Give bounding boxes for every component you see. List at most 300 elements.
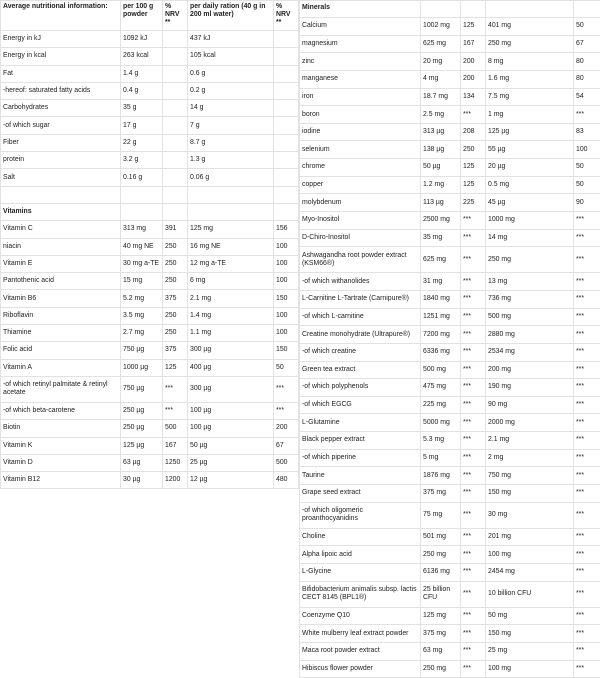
- mineral-row: [300, 18, 600, 36]
- table-cell: -of which withanolides: [300, 273, 421, 291]
- table-cell: [188, 186, 274, 203]
- table-cell: 13 mg: [486, 273, 574, 291]
- table-cell: 100 mg: [486, 660, 574, 678]
- table-cell: 67: [274, 437, 299, 454]
- table-cell: Thiamine: [1, 325, 121, 342]
- mineral-row: [300, 212, 600, 230]
- table-cell: ***: [461, 361, 486, 379]
- table-cell: 0.06 g: [188, 169, 274, 186]
- table-cell: 134: [461, 88, 486, 106]
- table-cell: Vitamin A: [1, 359, 121, 376]
- table-cell: 90 mg: [486, 396, 574, 414]
- table-cell: 6336 mg: [421, 343, 461, 361]
- table-cell: 14 mg: [486, 229, 574, 247]
- table-cell: 50 µg: [188, 437, 274, 454]
- table-cell: 2454 mg: [486, 563, 574, 581]
- table-cell: ***: [461, 432, 486, 450]
- table-cell: Riboflavin: [1, 307, 121, 324]
- table-cell: [274, 31, 299, 48]
- minerals-header-row: [300, 1, 600, 18]
- table-cell: 750 mg: [486, 467, 574, 485]
- table-cell: 150: [274, 290, 299, 307]
- table-cell: 45 µg: [486, 194, 574, 212]
- table-cell: Calcium: [300, 18, 421, 36]
- table-cell: 7200 mg: [421, 326, 461, 344]
- table-cell: 80: [574, 53, 600, 71]
- table-cell: 201 mg: [486, 528, 574, 546]
- table-cell: 200: [461, 70, 486, 88]
- table-cell: [163, 48, 188, 65]
- table-cell: 1200: [163, 472, 188, 489]
- table-cell: 0.4 g: [121, 82, 163, 99]
- header-nrv-daily: % NRV **: [274, 1, 299, 31]
- table-cell: 375 mg: [421, 485, 461, 503]
- table-cell: 150 mg: [486, 625, 574, 643]
- table-cell: 167: [461, 35, 486, 53]
- table-cell: Salt: [1, 169, 121, 186]
- table-cell: 400 µg: [188, 359, 274, 376]
- table-cell: 300 µg: [188, 342, 274, 359]
- mineral-row: [300, 176, 600, 194]
- vitamin-row: [1, 402, 299, 419]
- mineral-row: [300, 159, 600, 177]
- table-cell: Vitamin E: [1, 255, 121, 272]
- vitamin-row: [1, 437, 299, 454]
- table-cell: Creatine monohydrate (Ultrapure®): [300, 326, 421, 344]
- table-cell: ***: [574, 273, 600, 291]
- table-cell: ***: [574, 581, 600, 607]
- mineral-row: [300, 625, 600, 643]
- table-cell: 113 µg: [421, 194, 461, 212]
- table-cell: Hibiscus flower powder: [300, 660, 421, 678]
- table-cell: Bifidobacterium animalis subsp. lactis CECT 8145 (BPL1®): [300, 581, 421, 607]
- table-cell: 100: [274, 255, 299, 272]
- mineral-row: [300, 308, 600, 326]
- table-cell: iron: [300, 88, 421, 106]
- table-cell: 5 mg: [421, 449, 461, 467]
- mineral-row: [300, 581, 600, 607]
- table-cell: manganese: [300, 70, 421, 88]
- table-cell: Alpha lipoic acid: [300, 546, 421, 564]
- mineral-row: [300, 396, 600, 414]
- table-cell: ***: [574, 379, 600, 397]
- table-cell: 250 µg: [121, 420, 163, 437]
- table-cell: 50 mg: [486, 607, 574, 625]
- table-cell: iodine: [300, 123, 421, 141]
- table-cell: -of which retinyl palmitate & retinyl acetate: [1, 376, 121, 402]
- table-cell: 80: [574, 70, 600, 88]
- table-cell: 150 mg: [486, 485, 574, 503]
- table-cell: 138 µg: [421, 141, 461, 159]
- table-cell: 125: [163, 359, 188, 376]
- table-cell: 1.3 g: [188, 152, 274, 169]
- table-cell: Green tea extract: [300, 361, 421, 379]
- table-cell: Vitamin D: [1, 454, 121, 471]
- table-cell: 35 mg: [421, 229, 461, 247]
- table-cell: 1.1 mg: [188, 325, 274, 342]
- table-cell: 1002 mg: [421, 18, 461, 36]
- table-cell: 10 billion CFU: [486, 581, 574, 607]
- nutrition-row: [1, 65, 299, 82]
- table-cell: 375: [163, 342, 188, 359]
- nutrition-row: [1, 31, 299, 48]
- table-cell: 250: [163, 255, 188, 272]
- table-cell: 263 kcal: [121, 48, 163, 65]
- table-cell: 7 g: [188, 117, 274, 134]
- table-cell: Vitamin K: [1, 437, 121, 454]
- table-cell: ***: [574, 607, 600, 625]
- table-cell: ***: [461, 247, 486, 273]
- vitamin-row: [1, 255, 299, 272]
- mineral-row: [300, 326, 600, 344]
- vitamin-row: [1, 420, 299, 437]
- table-cell: ***: [574, 212, 600, 230]
- table-cell: ***: [163, 402, 188, 419]
- table-cell: 100: [274, 307, 299, 324]
- table-cell: Taurine: [300, 467, 421, 485]
- table-cell: 167: [163, 437, 188, 454]
- table-cell: 1 mg: [486, 106, 574, 124]
- vitamin-row: [1, 376, 299, 402]
- mineral-row: [300, 502, 600, 528]
- table-cell: ***: [574, 502, 600, 528]
- table-cell: 750 µg: [121, 376, 163, 402]
- table-cell: 437 kJ: [188, 31, 274, 48]
- mineral-row: [300, 70, 600, 88]
- table-cell: ***: [461, 660, 486, 678]
- table-cell: ***: [461, 563, 486, 581]
- table-cell: ***: [574, 660, 600, 678]
- mineral-row: [300, 546, 600, 564]
- table-cell: 30 µg: [121, 472, 163, 489]
- table-cell: 6 mg: [188, 273, 274, 290]
- table-cell: [274, 186, 299, 203]
- table-cell: 4 mg: [421, 70, 461, 88]
- table-cell: 156: [274, 221, 299, 238]
- table-cell: [1, 186, 121, 203]
- table-cell: 225 mg: [421, 396, 461, 414]
- table-cell: 480: [274, 472, 299, 489]
- table-cell: ***: [274, 402, 299, 419]
- mineral-row: [300, 141, 600, 159]
- table-cell: ***: [574, 343, 600, 361]
- table-cell: 22 g: [121, 134, 163, 151]
- table-cell: 208: [461, 123, 486, 141]
- mineral-row: [300, 290, 600, 308]
- table-cell: 100 µg: [188, 402, 274, 419]
- mineral-row: [300, 467, 600, 485]
- table-cell: 375: [163, 290, 188, 307]
- table-cell: 25 billion CFU: [421, 581, 461, 607]
- mineral-row: [300, 361, 600, 379]
- table-cell: ***: [461, 290, 486, 308]
- table-cell: White mulberry leaf extract powder: [300, 625, 421, 643]
- table-cell: 105 kcal: [188, 48, 274, 65]
- table-cell: [274, 152, 299, 169]
- table-cell: ***: [574, 467, 600, 485]
- table-cell: 2.1 mg: [188, 290, 274, 307]
- minerals-table: [299, 0, 600, 678]
- table-cell: -of which sugar: [1, 117, 121, 134]
- table-cell: 50: [574, 18, 600, 36]
- table-cell: ***: [461, 396, 486, 414]
- table-cell: Black pepper extract: [300, 432, 421, 450]
- mineral-row: [300, 343, 600, 361]
- table-cell: [274, 134, 299, 151]
- table-cell: 25 µg: [188, 454, 274, 471]
- table-cell: 100: [274, 325, 299, 342]
- mineral-row: [300, 432, 600, 450]
- mineral-row: [300, 660, 600, 678]
- table-cell: 20 µg: [486, 159, 574, 177]
- mineral-row: [300, 449, 600, 467]
- table-cell: [163, 31, 188, 48]
- table-cell: D-Chiro-Inositol: [300, 229, 421, 247]
- table-cell: 0.5 mg: [486, 176, 574, 194]
- table-cell: [274, 117, 299, 134]
- table-cell: 1.4 g: [121, 65, 163, 82]
- table-cell: 501 mg: [421, 528, 461, 546]
- table-cell: molybdenum: [300, 194, 421, 212]
- table-cell: 1251 mg: [421, 308, 461, 326]
- mineral-row: [300, 485, 600, 503]
- mineral-row: [300, 123, 600, 141]
- table-cell: 500: [274, 454, 299, 471]
- table-cell: 12 mg a-TE: [188, 255, 274, 272]
- vitamin-row: [1, 359, 299, 376]
- table-cell: Maca root powder extract: [300, 642, 421, 660]
- table-cell: ***: [461, 467, 486, 485]
- header-per-daily: per daily ration (40 g in 200 ml water): [188, 1, 274, 31]
- table-cell: 2.1 mg: [486, 432, 574, 450]
- table-cell: chrome: [300, 159, 421, 177]
- table-cell: protein: [1, 152, 121, 169]
- table-cell: ***: [274, 376, 299, 402]
- vitamin-row: [1, 342, 299, 359]
- table-cell: ***: [461, 642, 486, 660]
- mineral-row: [300, 273, 600, 291]
- table-cell: 313 µg: [421, 123, 461, 141]
- table-cell: 30 mg: [486, 502, 574, 528]
- mineral-row: [300, 247, 600, 273]
- table-cell: Energy in kcal: [1, 48, 121, 65]
- table-cell: ***: [461, 485, 486, 503]
- table-cell: ***: [574, 625, 600, 643]
- table-cell: 313 mg: [121, 221, 163, 238]
- vitamin-row: [1, 290, 299, 307]
- table-cell: 90: [574, 194, 600, 212]
- table-cell: 1.6 mg: [486, 70, 574, 88]
- mineral-row: [300, 379, 600, 397]
- table-cell: 5000 mg: [421, 414, 461, 432]
- table-cell: ***: [574, 361, 600, 379]
- table-cell: 125 µg: [121, 437, 163, 454]
- table-cell: 63 mg: [421, 642, 461, 660]
- table-cell: Biotin: [1, 420, 121, 437]
- table-cell: 55 µg: [486, 141, 574, 159]
- table-cell: 1000 µg: [121, 359, 163, 376]
- table-cell: ***: [574, 247, 600, 273]
- table-cell: 16 mg NE: [188, 238, 274, 255]
- table-cell: [274, 48, 299, 65]
- vitamin-row: [1, 307, 299, 324]
- table-cell: 250: [461, 141, 486, 159]
- table-cell: magnesium: [300, 35, 421, 53]
- nutrition-row: [1, 169, 299, 186]
- table-cell: ***: [574, 485, 600, 503]
- mineral-row: [300, 194, 600, 212]
- table-cell: 75 mg: [421, 502, 461, 528]
- table-cell: 500 mg: [421, 361, 461, 379]
- table-cell: 125: [461, 176, 486, 194]
- table-cell: 125: [461, 159, 486, 177]
- vitamin-row: [1, 325, 299, 342]
- table-cell: 100: [274, 238, 299, 255]
- table-cell: L-Glutamine: [300, 414, 421, 432]
- table-cell: 375 mg: [421, 625, 461, 643]
- table-cell: 17 g: [121, 117, 163, 134]
- table-cell: 625 mg: [421, 35, 461, 53]
- table-cell: 736 mg: [486, 290, 574, 308]
- table-cell: ***: [574, 528, 600, 546]
- mineral-row: [300, 528, 600, 546]
- nutrition-row: [1, 100, 299, 117]
- table-cell: 12 µg: [188, 472, 274, 489]
- table-cell: 83: [574, 123, 600, 141]
- table-cell: ***: [461, 607, 486, 625]
- table-cell: [163, 186, 188, 203]
- table-cell: L-Carnitine L-Tartrate (Carnipure®): [300, 290, 421, 308]
- table-cell: ***: [461, 449, 486, 467]
- table-cell: 125 mg: [188, 221, 274, 238]
- table-cell: ***: [574, 229, 600, 247]
- table-cell: 100 µg: [188, 420, 274, 437]
- table-cell: 125: [461, 18, 486, 36]
- vitamin-row: [1, 273, 299, 290]
- mineral-row: [300, 35, 600, 53]
- table-cell: ***: [461, 343, 486, 361]
- table-cell: Vitamin C: [1, 221, 121, 238]
- table-cell: -hereof: saturated fatty acids: [1, 82, 121, 99]
- table-cell: [274, 169, 299, 186]
- mineral-row: [300, 642, 600, 660]
- table-cell: ***: [574, 290, 600, 308]
- table-cell: 0.16 g: [121, 169, 163, 186]
- table-cell: 1.2 mg: [421, 176, 461, 194]
- table-cell: 750 µg: [121, 342, 163, 359]
- table-cell: [121, 186, 163, 203]
- mineral-row: [300, 414, 600, 432]
- table-cell: 54: [574, 88, 600, 106]
- table-cell: 125 µg: [486, 123, 574, 141]
- table-cell: 401 mg: [486, 18, 574, 36]
- table-cell: 18.7 mg: [421, 88, 461, 106]
- table-cell: 391: [163, 221, 188, 238]
- table-cell: ***: [163, 376, 188, 402]
- table-cell: copper: [300, 176, 421, 194]
- vitamin-row: [1, 472, 299, 489]
- table-cell: 500 mg: [486, 308, 574, 326]
- table-cell: -of which piperine: [300, 449, 421, 467]
- mineral-row: [300, 53, 600, 71]
- table-cell: ***: [574, 106, 600, 124]
- table-cell: 100: [274, 273, 299, 290]
- vitamins-section-row: [1, 203, 299, 220]
- nutrition-row: [1, 117, 299, 134]
- table-cell: Fat: [1, 65, 121, 82]
- table-cell: 100 mg: [486, 546, 574, 564]
- table-cell: 50 µg: [421, 159, 461, 177]
- table-cell: [163, 169, 188, 186]
- table-cell: ***: [461, 273, 486, 291]
- table-cell: 15 mg: [121, 273, 163, 290]
- table-cell: [274, 82, 299, 99]
- table-cell: ***: [574, 326, 600, 344]
- nutrition-row: [1, 186, 299, 203]
- table-cell: [274, 65, 299, 82]
- table-cell: [163, 134, 188, 151]
- table-cell: 63 µg: [121, 454, 163, 471]
- header-nrv-100g: % NRV **: [163, 1, 188, 31]
- table-cell: 8.7 g: [188, 134, 274, 151]
- table-cell: 3.5 mg: [121, 307, 163, 324]
- table-cell: Ashwagandha root powder extract (KSM66®): [300, 247, 421, 273]
- table-cell: zinc: [300, 53, 421, 71]
- vitamin-row: [1, 454, 299, 471]
- table-cell: 125 mg: [421, 607, 461, 625]
- table-cell: ***: [574, 563, 600, 581]
- table-cell: 250 mg: [421, 546, 461, 564]
- table-cell: 1000 mg: [486, 212, 574, 230]
- table-cell: -of which oligomeric proanthocyanidins: [300, 502, 421, 528]
- table-cell: 300 µg: [188, 376, 274, 402]
- table-cell: 200 mg: [486, 361, 574, 379]
- table-cell: ***: [461, 528, 486, 546]
- table-cell: 250 mg: [486, 35, 574, 53]
- table-cell: 1840 mg: [421, 290, 461, 308]
- table-cell: 5.2 mg: [121, 290, 163, 307]
- table-cell: 25 mg: [486, 642, 574, 660]
- mineral-row: [300, 88, 600, 106]
- table-cell: 250: [163, 307, 188, 324]
- table-cell: 250 mg: [486, 247, 574, 273]
- table-cell: 6136 mg: [421, 563, 461, 581]
- table-cell: 67: [574, 35, 600, 53]
- table-cell: 35 g: [121, 100, 163, 117]
- table-cell: 31 mg: [421, 273, 461, 291]
- mineral-row: [300, 106, 600, 124]
- table-cell: 150: [274, 342, 299, 359]
- table-cell: 0.2 g: [188, 82, 274, 99]
- table-cell: 3.2 g: [121, 152, 163, 169]
- table-cell: 2500 mg: [421, 212, 461, 230]
- nutrition-row: [1, 152, 299, 169]
- table-cell: 8 mg: [486, 53, 574, 71]
- table-cell: 250: [163, 238, 188, 255]
- table-cell: -of which beta-carotene: [1, 402, 121, 419]
- table-cell: 500: [163, 420, 188, 437]
- table-cell: ***: [461, 546, 486, 564]
- table-cell: 50: [574, 159, 600, 177]
- table-cell: 475 mg: [421, 379, 461, 397]
- table-cell: Choline: [300, 528, 421, 546]
- table-cell: ***: [461, 414, 486, 432]
- table-cell: 250: [163, 325, 188, 342]
- table-cell: 200: [461, 53, 486, 71]
- table-cell: Myo-Inositol: [300, 212, 421, 230]
- table-cell: 200: [274, 420, 299, 437]
- nutrition-row: [1, 48, 299, 65]
